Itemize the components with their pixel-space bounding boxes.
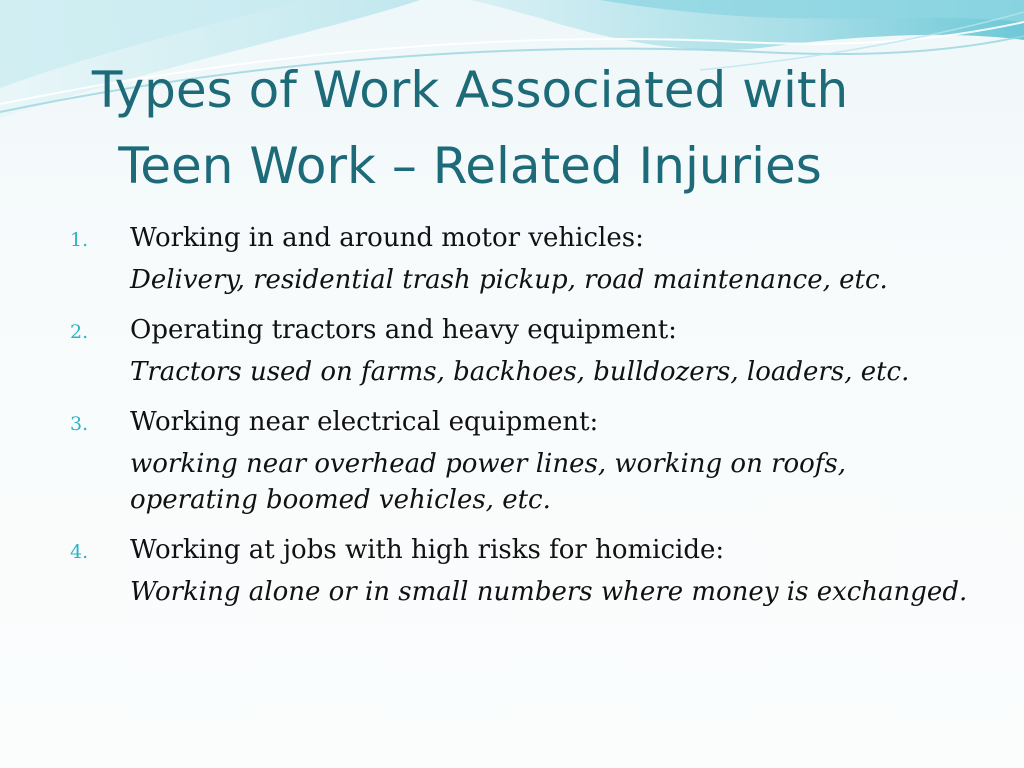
item-heading: Working in and around motor vehicles: [130,223,644,253]
slide-title [60,52,880,204]
list-number: 2. [70,321,89,343]
list-item [70,310,970,396]
list-number: 3. [70,413,89,435]
list-item [70,530,970,616]
list-number: 4. [70,541,89,563]
injury-work-list [70,218,970,622]
item-detail: working near overhead power lines, working on roofs, operating boomed vehicles, etc. [130,449,847,515]
title-line-1: Types of Work Associated with [91,61,849,119]
list-number: 1. [70,229,89,251]
item-detail: Working alone or in small numbers where money is exchanged. [130,577,968,607]
item-detail: Tractors used on farms, backhoes, bulldozers, loaders, etc. [130,357,910,387]
list-item [70,402,970,524]
item-heading: Operating tractors and heavy equipment: [130,315,677,345]
item-detail: Delivery, residential trash pickup, road maintenance, etc. [130,265,888,295]
list-item [70,218,970,304]
title-line-2: Teen Work – Related Injuries [118,137,822,195]
item-heading: Working at jobs with high risks for homicide: [130,535,725,565]
item-heading: Working near electrical equipment: [130,407,599,437]
